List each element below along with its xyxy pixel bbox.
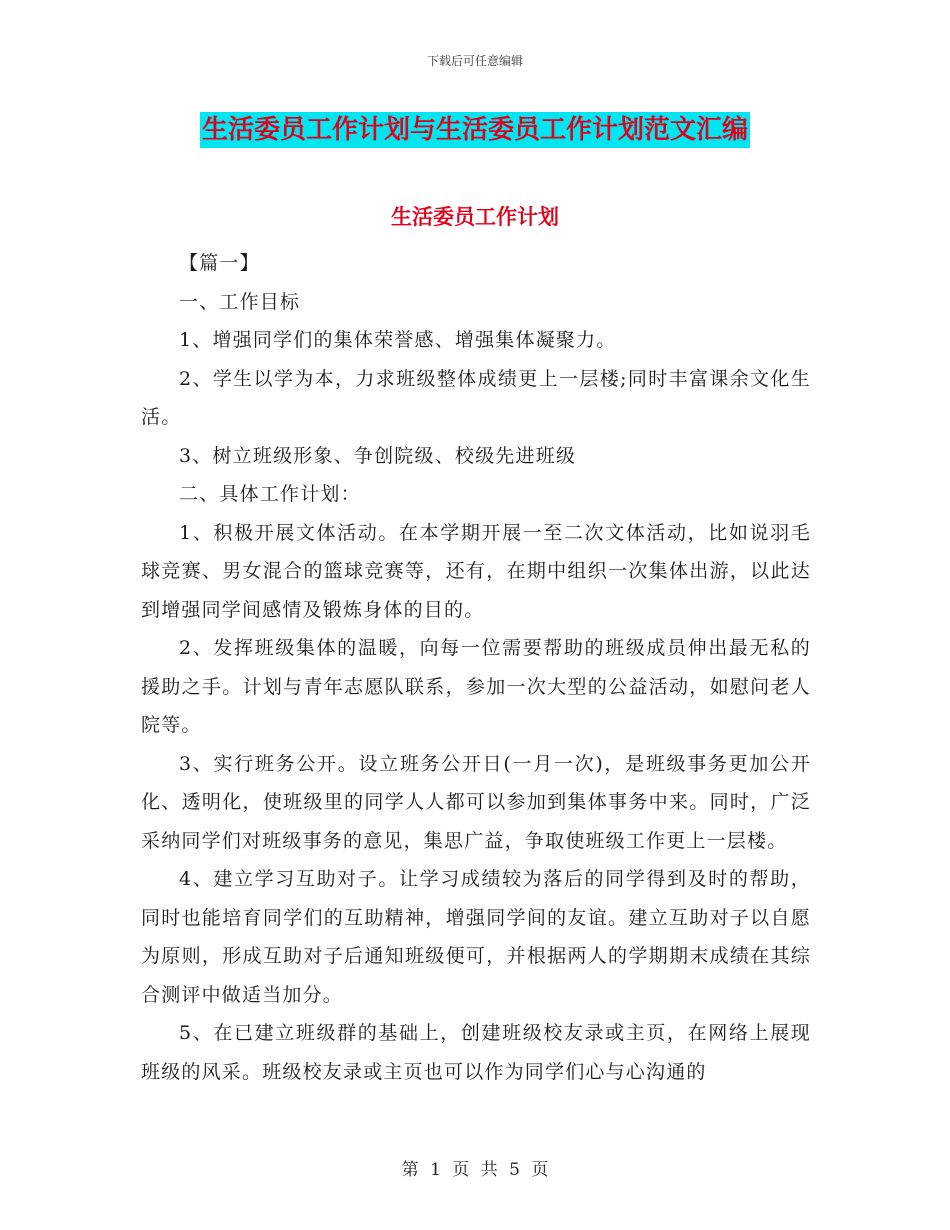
paragraph: 3、实行班务公开。设立班务公开日(一月一次)，是班级事务更加公开化、透明化，使班级里的同学人人都可以参加到集体事务中来。同时，广泛采纳同学们对班级事务的意见，集思广益，争取使班级工作更上一层楼。 (141, 752, 811, 852)
document-body (141, 244, 811, 1091)
document-title: 生活委员工作计划与生活委员工作计划范文汇编 (200, 112, 750, 148)
paragraph: 1、积极开展文体活动。在本学期开展一至二次文体活动，比如说羽毛球竞赛、男女混合的篮球竞赛等，还有，在期中组织一次集体出游，以此达到增强同学间感情及锻炼身体的目的。 (141, 521, 811, 621)
paragraph: 4、建立学习互助对子。让学习成绩较为落后的同学得到及时的帮助，同时也能培育同学们的互助精神，增强同学间的友谊。建立互助对子以自愿为原则，形成互助对子后通知班级便可，并根据两人的学期期末成绩在其综合测评中做适当加分。 (141, 868, 811, 1006)
paragraph: 1、增强同学们的集体荣誉感、增强集体凝聚力。 (179, 329, 617, 351)
paragraph: 3、树立班级形象、争创院级、校级先进班级 (179, 444, 577, 467)
paragraph: 5、在已建立班级群的基础上，创建班级校友录或主页，在网络上展现班级的风采。班级校友录或主页也可以作为同学们心与心沟通的 (141, 1022, 811, 1083)
paragraph: 2、发挥班级集体的温暖，向每一位需要帮助的班级成员伸出最无私的援助之手。计划与青年志愿队联系，参加一次大型的公益活动，如慰问老人院等。 (141, 637, 811, 736)
section-title: 生活委员工作计划 (391, 204, 559, 229)
paragraph: 一、工作目标 (179, 290, 301, 313)
document-title-container (0, 112, 950, 148)
page-number: 第 1 页 共 5 页 (401, 1160, 549, 1180)
paragraph: 二、具体工作计划： (179, 483, 361, 505)
paragraph: 【篇一】 (179, 252, 260, 274)
paragraph: 2、学生以学为本，力求班级整体成绩更上一层楼;同时丰富课余文化生活。 (141, 367, 811, 428)
page-header-note: 下载后可任意编辑 (426, 54, 523, 68)
